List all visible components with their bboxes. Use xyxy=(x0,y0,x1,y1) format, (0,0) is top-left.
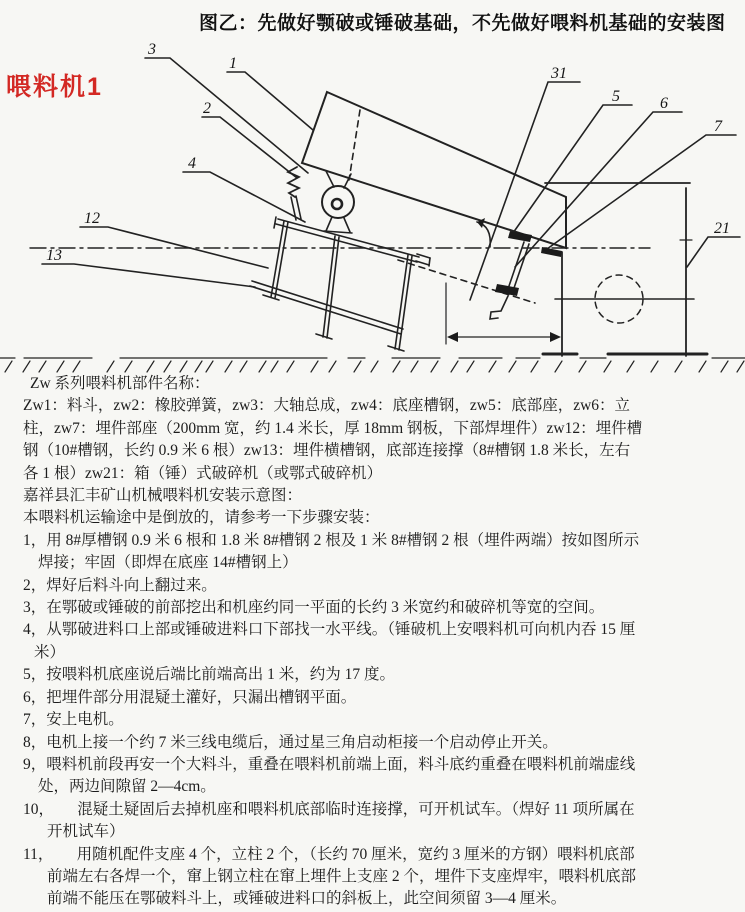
hatch-tick xyxy=(627,361,634,372)
hatch-tick xyxy=(225,361,232,372)
part-label-3: 3 xyxy=(148,41,156,58)
hatch-tick xyxy=(259,361,266,372)
hatch-tick xyxy=(371,361,378,372)
center-line xyxy=(30,248,650,303)
hatch-tick xyxy=(531,361,538,372)
rubber-spring xyxy=(288,167,301,220)
hatch-tick xyxy=(180,361,187,372)
hatch-tick xyxy=(509,361,516,372)
text-line: 3，在鄂破或锤破的前部挖出和机座约同一平面的长约 3 米宽约和破碎机等宽的空间。 xyxy=(23,599,605,617)
text-line: 焊接；牢固（即焊在底座 14#槽钢上） xyxy=(38,554,298,572)
text-line: 本喂料机运输途中是倒放的，请参考一下步骤安装： xyxy=(23,509,380,527)
hatch-tick xyxy=(431,361,438,372)
hatch-tick xyxy=(240,361,247,372)
hatch-tick xyxy=(393,361,400,372)
base-frame xyxy=(250,217,430,351)
hatch-tick xyxy=(555,361,562,372)
part-label-7: 7 xyxy=(714,118,722,135)
hatch-tick xyxy=(489,361,496,372)
text-line: 嘉祥县汇丰矿山机械喂料机安装示意图： xyxy=(23,487,303,505)
hatch-tick xyxy=(23,361,30,372)
text-line: 钢（10#槽钢，长约 0.9 米 6 根）zw13：埋件横槽钢，底部连接撑（8#槽钢 1.8 米长，左右 xyxy=(23,442,631,460)
hatch-tick xyxy=(451,361,458,372)
hatch-tick xyxy=(651,361,658,372)
hatch-tick xyxy=(147,361,154,372)
hatch-tick xyxy=(271,361,278,372)
instructions-text xyxy=(23,373,739,911)
hatch-tick xyxy=(125,361,132,372)
text-line: 处，两边间隙留 2—4cm。 xyxy=(38,778,216,796)
part-label-4: 4 xyxy=(188,155,196,172)
text-line: 米） xyxy=(34,643,66,661)
part-label-5: 5 xyxy=(612,88,620,105)
hatch-tick xyxy=(164,361,171,372)
text-line: 柱，zw7：埋件部座（200mm 宽，约 1.4 米长，厚 18mm 钢板，下部焊埋件）zw12：埋件槽 xyxy=(23,419,643,437)
hatch-tick xyxy=(579,361,586,372)
part-labels xyxy=(46,41,730,264)
text-line: Zw1：料斗，zw2：橡胶弹簧，zw3：大轴总成，zw4：底座槽钢，zw5：底部座，zw6：立 xyxy=(23,397,631,415)
text-line: 6，把埋件部分用混疑土灌好，只漏出槽钢平面。 xyxy=(23,688,357,706)
hatch-tick xyxy=(737,361,744,372)
text-line: 开机试车） xyxy=(47,823,125,841)
text-line: 11， 用随机配件支座 4 个，立柱 2 个，（长约 70 厘米，宽约 3 厘米的方钢）喂料机底部 xyxy=(23,845,635,863)
hatch-tick xyxy=(57,361,64,372)
hatch-tick xyxy=(206,361,213,372)
hatch-tick xyxy=(73,361,80,372)
hatch-tick xyxy=(699,361,706,372)
part-label-2: 2 xyxy=(203,100,211,117)
hatch-tick xyxy=(5,361,12,372)
hatch-tick xyxy=(311,361,318,372)
part-label-12: 12 xyxy=(84,210,100,227)
page-title: 图乙：先做好颚破或锤破基础，不先做好喂料机基础的安装图 xyxy=(199,13,726,34)
hatch-tick xyxy=(467,361,474,372)
text-line: 2，焊好后料斗向上翻过来。 xyxy=(23,576,217,594)
text-line: 10， 混疑土疑固后去掉机座和喂料机底部临时连接撑，可开机试车。（焊好 11 项所属在 xyxy=(23,800,635,818)
hatch-tick xyxy=(604,361,611,372)
text-line: 4，从鄂破进料口上部或锤破进料口下部找一水平线。（锤破机上安喂料机可向机内吞 15 厘 xyxy=(23,621,636,639)
text-line: Zw 系列喂料机部件名称： xyxy=(30,375,210,392)
hatch-tick xyxy=(354,361,361,372)
leader-lines xyxy=(42,58,740,300)
feeder-trough xyxy=(302,92,566,248)
hatch-tick xyxy=(329,361,336,372)
hatch-tick xyxy=(39,361,46,372)
text-line: 8，电机上接一个约 7 米三线电缆后，通过星三角启动柜接一个启动停止开关。 xyxy=(23,733,558,751)
text-line: 9，喂料机前段再安一个大料斗，重叠在喂料机前端上面，料斗底约重叠在喂料机前端虚线 xyxy=(23,755,636,773)
part-label-31: 31 xyxy=(551,65,567,82)
text-line: 5，按喂料机底座说后端比前端高出 1 米，约为 17 度。 xyxy=(23,666,396,684)
hatch-tick xyxy=(411,361,418,372)
text-line: 7，安上电机。 xyxy=(23,711,124,729)
text-line: 各 1 根）zw21：箱（锤）式破碎机（或鄂式破碎机） xyxy=(23,464,383,482)
hatch-tick xyxy=(195,361,202,372)
text-line: 前端左右各焊一个，窜上钢立柱在窜上埋件上支座 2 个，埋件下支座焊牢，喂料机底部 xyxy=(47,867,637,885)
ground-hatch xyxy=(0,358,745,372)
hatch-tick xyxy=(721,361,728,372)
hatch-tick xyxy=(107,361,114,372)
part-label-1: 1 xyxy=(229,55,237,72)
hatch-tick xyxy=(675,361,682,372)
part-label-21: 21 xyxy=(714,220,730,237)
text-line: 1，用 8#厚槽钢 0.9 米 6 根和 1.8 米 8#槽钢 2 根及 1 米 8#槽钢 2 根（埋件两端）按如图所示 xyxy=(23,531,640,549)
text-line: 前端不能压在鄂破料斗上，或锤破进料口的斜板上，此空间须留 3—4 厘米。 xyxy=(47,890,567,908)
part-label-13: 13 xyxy=(46,247,62,264)
feeder-red-label: 喂料机1 xyxy=(6,73,103,101)
hatch-tick xyxy=(287,361,294,372)
part-label-6: 6 xyxy=(660,95,668,112)
installation-diagram xyxy=(0,0,745,375)
